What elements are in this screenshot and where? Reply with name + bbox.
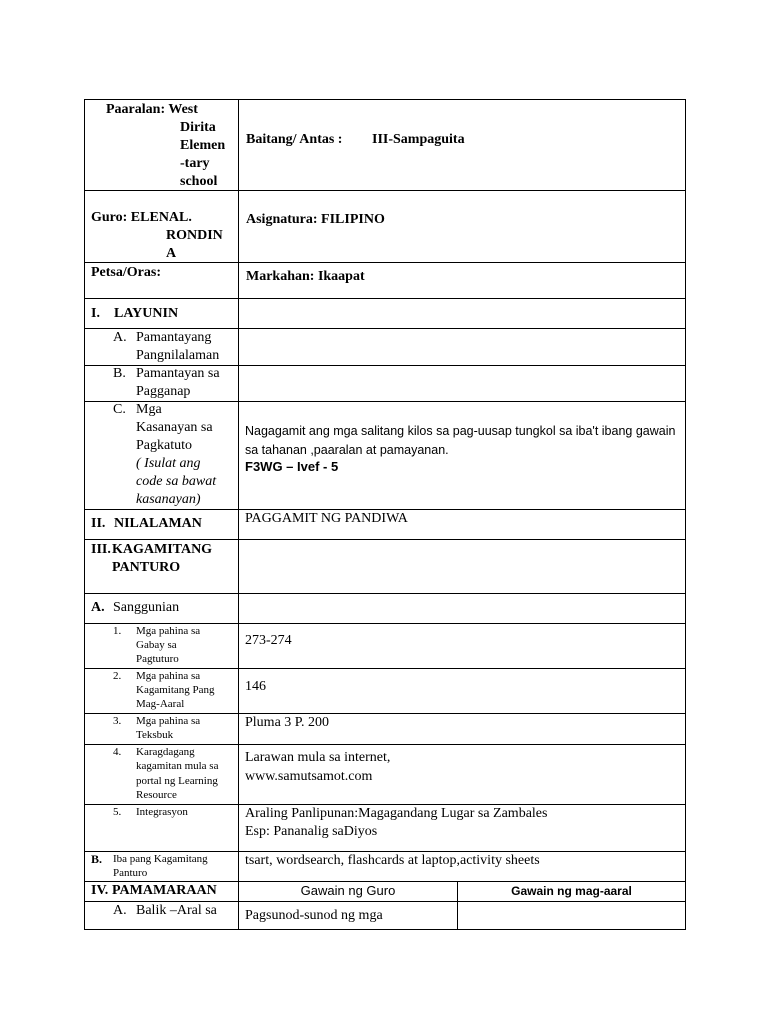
row-ref-2 [85, 668, 685, 713]
item-letter: A. [113, 903, 127, 918]
item-label: Sanggunian [113, 600, 180, 615]
row-balik-aral [85, 901, 685, 930]
iba-pang-value: tsart, wordsearch, flashcards at laptop,activity sheets [245, 853, 540, 868]
row-teacher [85, 190, 685, 262]
item-note: ( Isulat ang [136, 456, 201, 471]
item-number: 5. [113, 806, 122, 818]
item-note: code sa bawat [136, 474, 217, 489]
grade-label: Baitang/ Antas : [246, 132, 343, 147]
ref-value-text: 146 [245, 679, 266, 694]
item-label: Kagamitang Pang [136, 684, 215, 696]
item-label: portal ng Learning [136, 775, 218, 787]
row-sanggunian [85, 593, 685, 623]
section-number: I. [91, 306, 100, 321]
item-label: Resource [136, 789, 177, 801]
col-student-header: Gawain ng mag-aaral [511, 884, 632, 898]
row-ref-5 [85, 804, 685, 851]
section-title: PANTURO [112, 560, 181, 575]
row-layunin-a [85, 328, 685, 365]
teacher-label: Guro: ELENAL. [91, 210, 192, 225]
row-iba-pang [85, 851, 685, 881]
section-number: IV. [91, 883, 109, 898]
lesson-plan-table [84, 99, 686, 930]
ref-value-text: Esp: Pananalig saDiyos [245, 824, 378, 839]
item-label: Pagganap [136, 384, 191, 399]
item-label: Pamantayang [136, 330, 212, 345]
school-line: -tary [180, 156, 210, 171]
item-letter: B. [91, 852, 103, 866]
balik-aral-teacher: Pagsunod-sunod ng mga [245, 908, 383, 923]
school-label: Paaralan: West [106, 102, 198, 117]
teacher-line: RONDIN [166, 228, 223, 243]
ref-value-text: www.samutsamot.com [245, 769, 373, 784]
subject: Asignatura: FILIPINO [246, 212, 385, 227]
section-title: KAGAMITANG [112, 542, 213, 557]
ref-value-text: 273-274 [245, 633, 292, 648]
school-line: school [180, 174, 218, 189]
competency-code: F3WG – Ivef - 5 [245, 459, 339, 474]
item-label: Karagdagang [136, 746, 195, 758]
item-label: Teksbuk [136, 729, 174, 741]
school-line: Dirita [180, 120, 216, 135]
ref-value-text: Larawan mula sa internet, [245, 750, 391, 765]
item-label: Integrasyon [136, 806, 188, 818]
ref-value-text: Araling Panlipunan:Magagandang Lugar sa Zambales [245, 806, 548, 821]
item-letter: C. [113, 402, 126, 417]
row-ref-4 [85, 744, 685, 804]
item-label: Panturo [113, 867, 148, 879]
item-number: 4. [113, 746, 122, 758]
item-label: Iba pang Kagamitang [113, 853, 208, 865]
item-letter: A. [113, 330, 127, 345]
row-kagamitan [85, 539, 685, 593]
section-number: II. [91, 516, 106, 531]
teacher-cell [85, 191, 238, 263]
ref-value-text: Pluma 3 P. 200 [245, 715, 330, 730]
row-date [85, 262, 685, 298]
row-ref-1 [85, 623, 685, 668]
section-title: LAYUNIN [114, 306, 179, 321]
quarter: Markahan: Ikaapat [246, 269, 365, 284]
item-number: 1. [113, 625, 122, 637]
row-nilalaman [85, 509, 685, 539]
competency-text: sa tahanan ,paaralan at pamayanan. [245, 443, 449, 457]
competency-text: Nagagamit ang mga salitang kilos sa pag-uusap tungkol sa iba't ibang gawain [245, 424, 676, 438]
item-label: Mga [136, 402, 162, 417]
item-label: Kasanayan sa [136, 420, 213, 435]
section-title: PAMAMARAAN [112, 883, 217, 898]
item-label: Mag-Aaral [136, 698, 185, 710]
row-layunin-b [85, 365, 685, 401]
school-line: Elemen [180, 138, 226, 153]
row-layunin-c [85, 401, 685, 509]
item-label: Mga pahina sa [136, 715, 201, 727]
item-label: Gabay sa [136, 639, 177, 651]
item-label: Pangnilalaman [136, 348, 220, 363]
col-teacher-header: Gawain ng Guro [300, 883, 396, 898]
section-title: NILALAMAN [114, 516, 202, 531]
section-number: III. [91, 542, 111, 557]
item-label: Mga pahina sa [136, 670, 201, 682]
item-letter: B. [113, 366, 126, 381]
nilalaman-value: PAGGAMIT NG PANDIWA [245, 511, 408, 526]
grade-value: III-Sampaguita [372, 132, 465, 147]
item-label: Balik –Aral sa [136, 903, 217, 918]
teacher-line: A [166, 246, 177, 261]
item-number: 2. [113, 670, 122, 682]
item-number: 3. [113, 715, 122, 727]
item-letter: A. [91, 600, 105, 615]
sub-column-divider [457, 902, 458, 930]
item-note: kasanayan) [136, 492, 201, 507]
item-label: Mga pahina sa [136, 625, 201, 637]
item-label: Pagkatuto [136, 438, 192, 453]
row-pamamaraan [85, 881, 685, 901]
row-ref-3 [85, 713, 685, 744]
row-school [85, 100, 685, 190]
item-label: Pamantayan sa [136, 366, 220, 381]
item-label: kagamitan mula sa [136, 760, 219, 772]
school-cell [85, 100, 238, 190]
item-label: Pagtuturo [136, 653, 179, 665]
row-layunin [85, 298, 685, 328]
date-label: Petsa/Oras: [91, 265, 161, 280]
